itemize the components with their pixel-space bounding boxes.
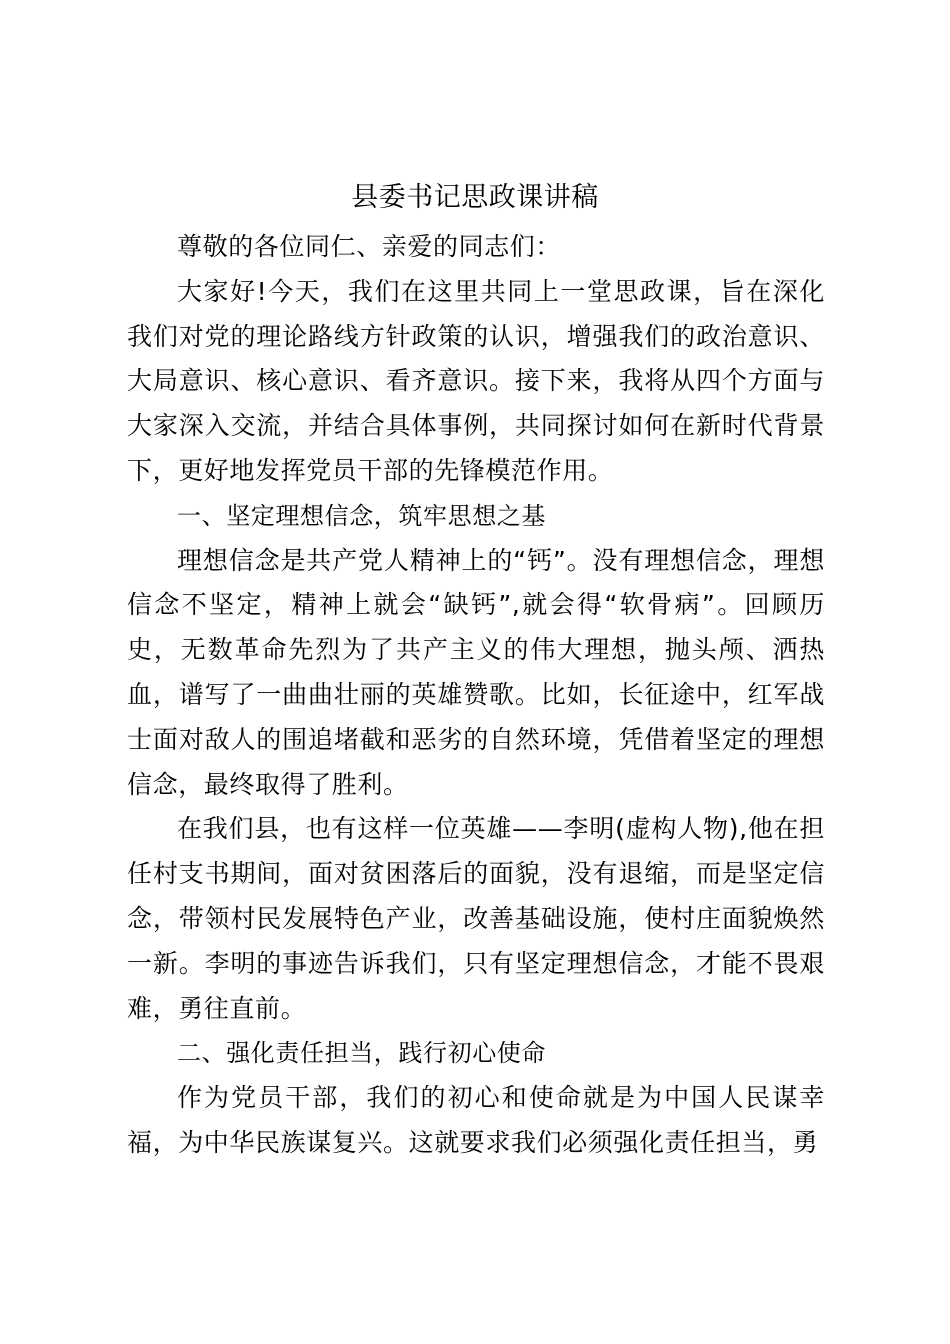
- document-body: [127, 225, 825, 1166]
- section-heading-1: 一、坚定理想信念，筑牢思想之基: [177, 501, 546, 530]
- section-heading-2: 二、强化责任担当，践行初心使命: [177, 1039, 546, 1068]
- paragraph-example: 在我们县，也有这样一位英雄——李明(虚构人物),他在担任村支书期间，面对贫困落后的面貌，没有退缩，而是坚定信念，带领村民发展特色产业，改善基础设施，使村庄面貌焕然一新。李明的事迹告诉我们，只有坚定理想信念，才能不畏艰难，勇往直前。: [127, 814, 825, 1023]
- paragraph-intro: 大家好!今天，我们在这里共同上一堂思政课，旨在深化我们对党的理论路线方针政策的认识，增强我们的政治意识、大局意识、核心意识、看齐意识。接下来，我将从四个方面与大家深入交流，并结合具体事例，共同探讨如何在新时代背景下，更好地发挥党员干部的先锋模范作用。: [127, 276, 825, 485]
- paragraph-ideals: 理想信念是共产党人精神上的“钙”。没有理想信念，理想信念不坚定，精神上就会“缺钙”,就会得“软骨病”。回顾历史，无数革命先烈为了共产主义的伟大理想，抛头颅、洒热血，谱写了一曲曲壮丽的英雄赞歌。比如，长征途中，红军战士面对敌人的围追堵截和恶劣的自然环境，凭借着坚定的理想信念，最终取得了胜利。: [127, 545, 825, 799]
- paragraph-responsibility: 作为党员干部，我们的初心和使命就是为中国人民谋幸福，为中华民族谋复兴。这就要求我们必须强化责任担当，勇: [127, 1083, 825, 1157]
- document-title: 县委书记思政课讲稿: [351, 182, 599, 213]
- salutation: 尊敬的各位同仁、亲爱的同志们：: [177, 232, 562, 261]
